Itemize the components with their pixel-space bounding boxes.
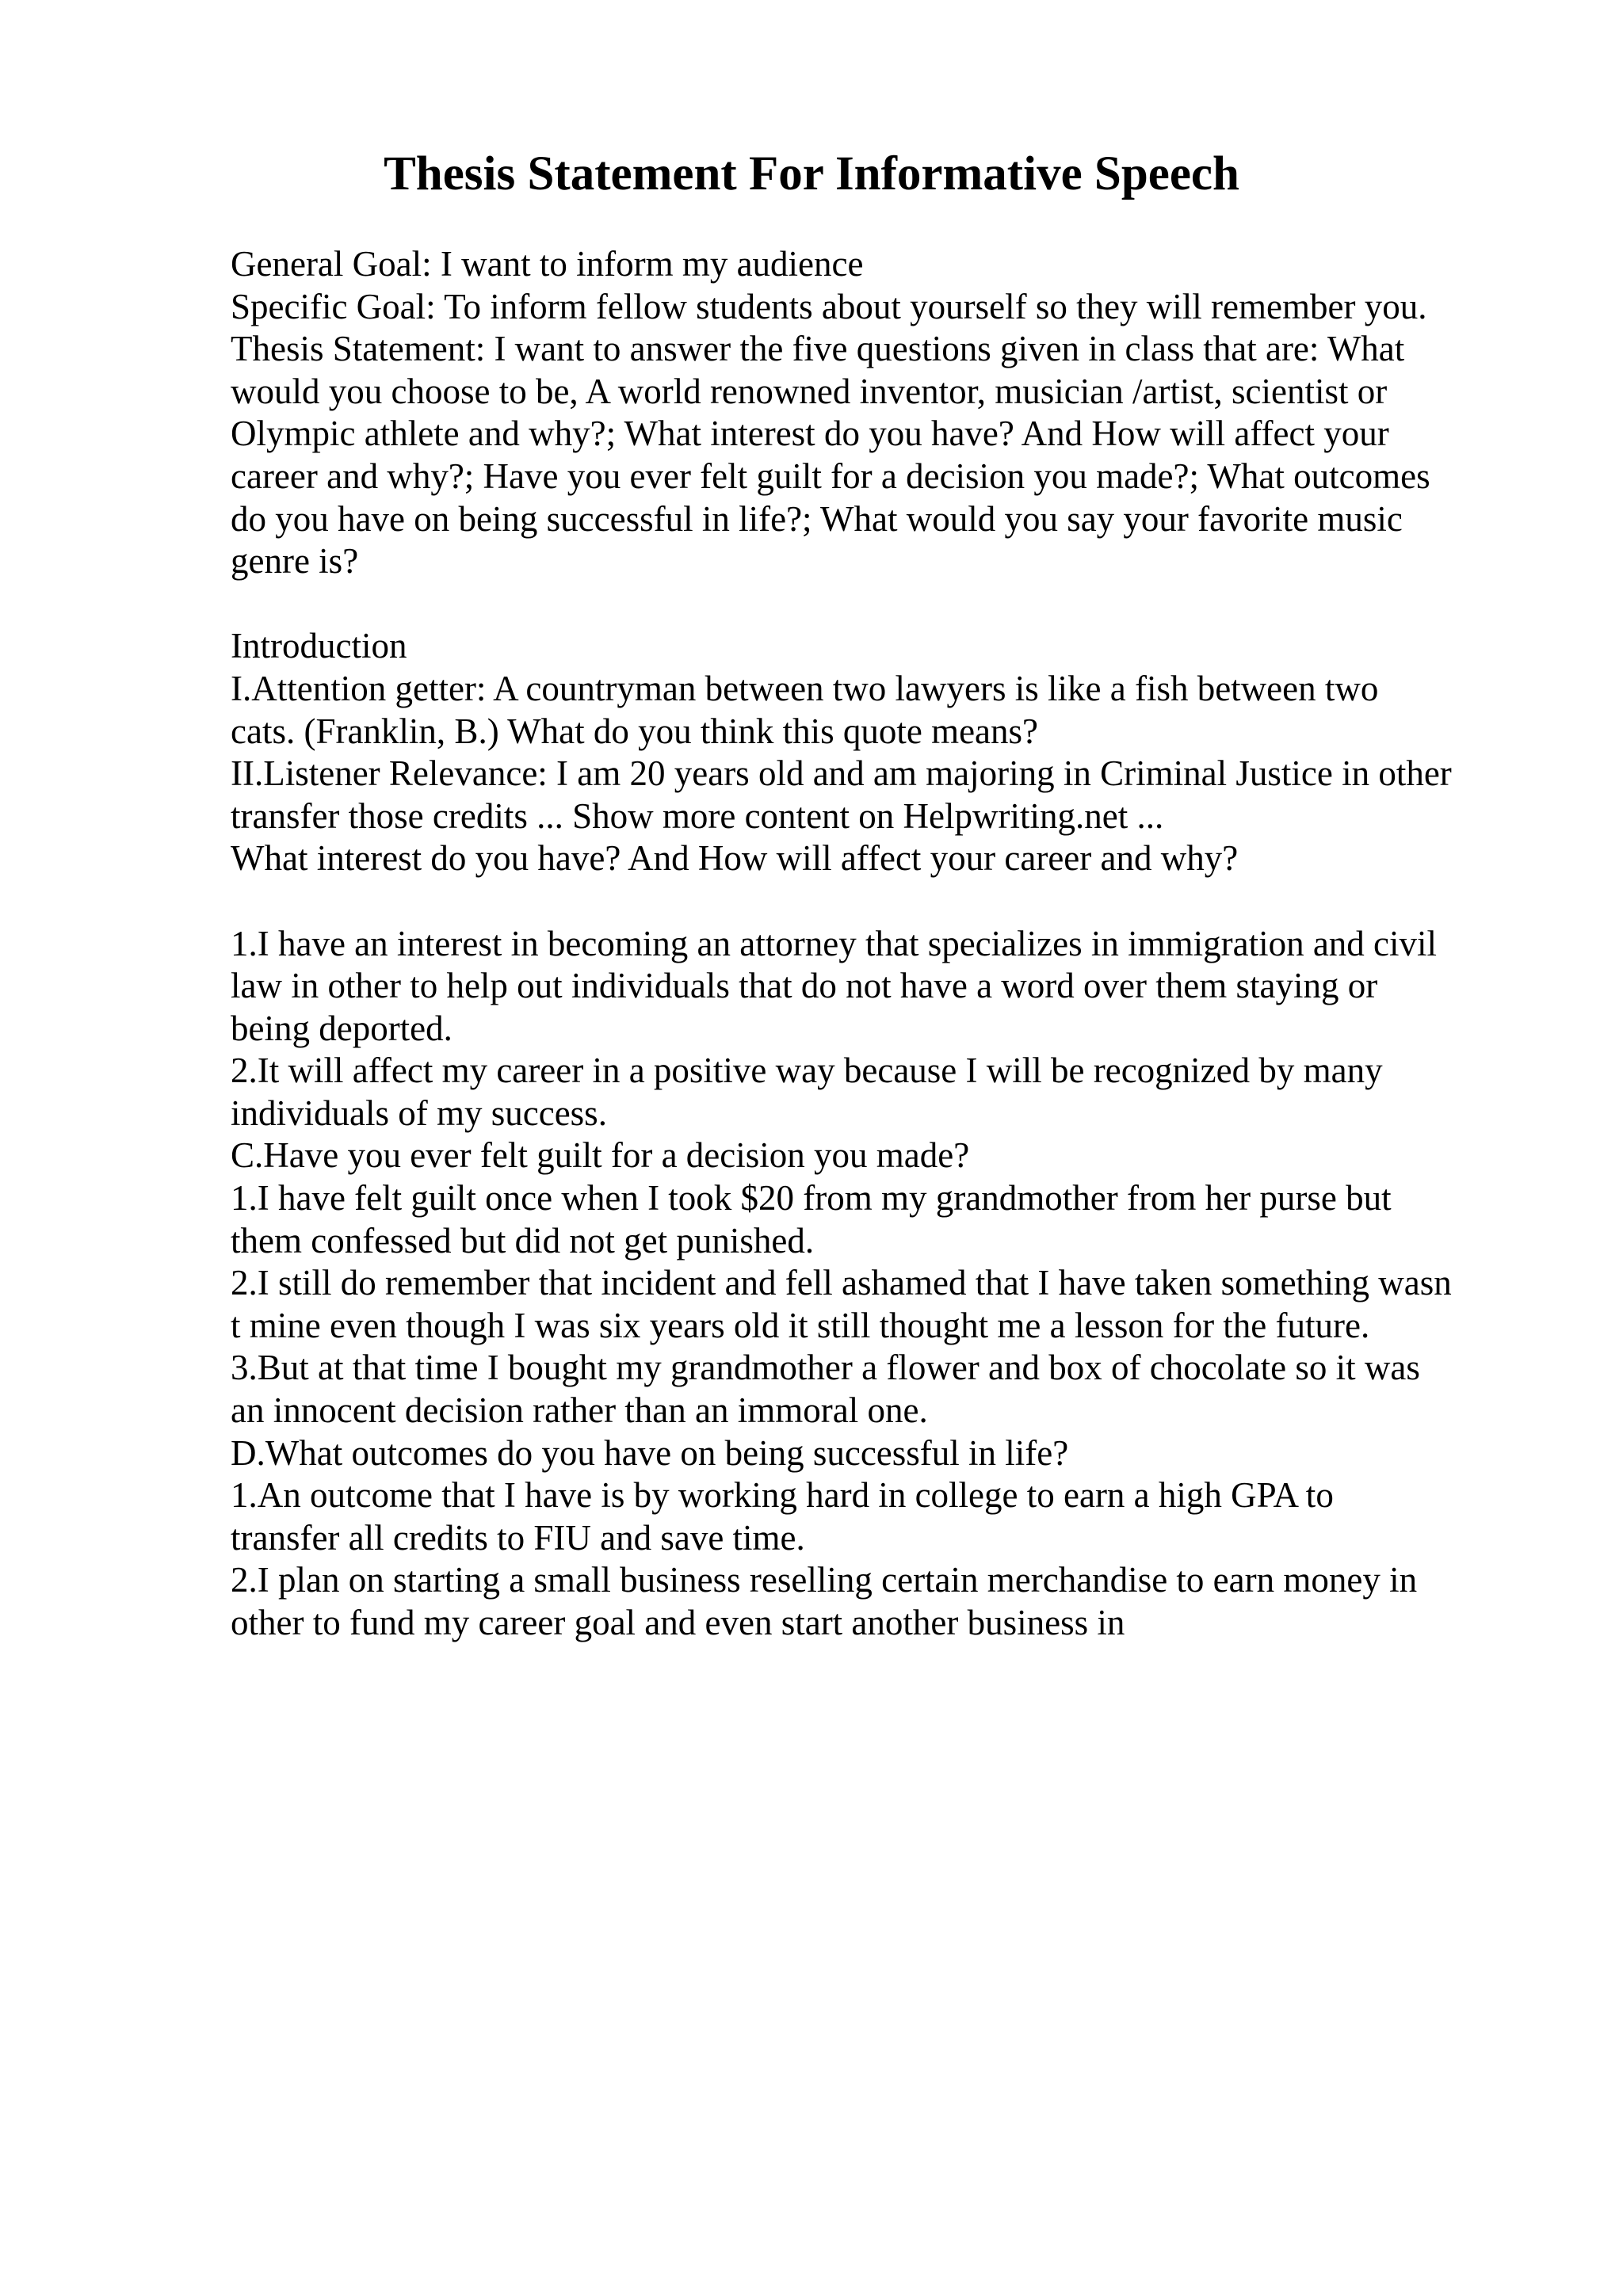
- text-line: General Goal: I want to inform my audience: [231, 244, 864, 284]
- text-line: would you choose to be, A world renowned inventor, musician /artist, scientist or: [231, 371, 1388, 411]
- text-line: What interest do you have? And How will affect your career and why?: [231, 838, 1239, 879]
- blank-line: [231, 583, 1514, 626]
- text-line: Olympic athlete and why?; What interest do you have? And How will affect your: [231, 414, 1389, 454]
- text-line: Introduction: [231, 626, 407, 666]
- text-line: career and why?; Have you ever felt guilt for a decision you made?; What outcomes: [231, 456, 1430, 496]
- text-line: 1.An outcome that I have is by working hard in college to earn a high GPA to: [231, 1475, 1334, 1516]
- text-line: transfer those credits ... Show more content on Helpwriting.net ...: [231, 795, 1164, 836]
- text-line: them confessed but did not get punished.: [231, 1220, 815, 1261]
- text-line: an innocent decision rather than an immoral one.: [231, 1390, 928, 1431]
- text-line: individuals of my success.: [231, 1093, 607, 1133]
- text-line: 3.But at that time I bought my grandmother a flower and box of chocolate so it was: [231, 1348, 1420, 1388]
- text-line: do you have on being successful in life?; What would you say your favorite music: [231, 498, 1403, 539]
- text-line: law in other to help out individuals that do not have a word over them staying or: [231, 966, 1378, 1006]
- text-line: I.Attention getter: A countryman between two lawyers is like a fish between two: [231, 668, 1379, 708]
- text-line: 2.I plan on starting a small business reselling certain merchandise to earn money in: [231, 1560, 1418, 1600]
- text-line: other to fund my career goal and even start another business in: [231, 1603, 1125, 1642]
- text-line: genre is?: [231, 541, 359, 582]
- text-line: II.Listener Relevance: I am 20 years old and am majoring in Criminal Justice in other: [231, 753, 1452, 794]
- text-line: Specific Goal: To inform fellow students about yourself so they will remember you.: [231, 286, 1427, 326]
- document-body: [231, 243, 1514, 1645]
- text-line: cats. (Franklin, B.) What do you think this quote means?: [231, 711, 1039, 751]
- text-line: C.Have you ever felt guilt for a decision you made?: [231, 1135, 970, 1176]
- text-line: Thesis Statement: I want to answer the five questions given in class that are: What: [231, 329, 1405, 369]
- text-line: t mine even though I was six years old it still thought me a lesson for the future.: [231, 1305, 1370, 1345]
- text-line: D.What outcomes do you have on being successful in life?: [231, 1432, 1069, 1473]
- text-line: 1.I have felt guilt once when I took $20 from my grandmother from her purse but: [231, 1178, 1392, 1219]
- text-line: 1.I have an interest in becoming an attorney that specializes in immigration and civil: [231, 923, 1438, 963]
- document-title: Thesis Statement For Informative Speech: [384, 147, 1239, 200]
- blank-line: [231, 880, 1514, 923]
- text-line: 2.It will affect my career in a positive way because I will be recognized by many: [231, 1051, 1383, 1091]
- text-line: transfer all credits to FIU and save time.: [231, 1517, 805, 1558]
- text-line: 2.I still do remember that incident and fell ashamed that I have taken something wasn: [231, 1263, 1452, 1303]
- text-line: being deported.: [231, 1008, 453, 1048]
